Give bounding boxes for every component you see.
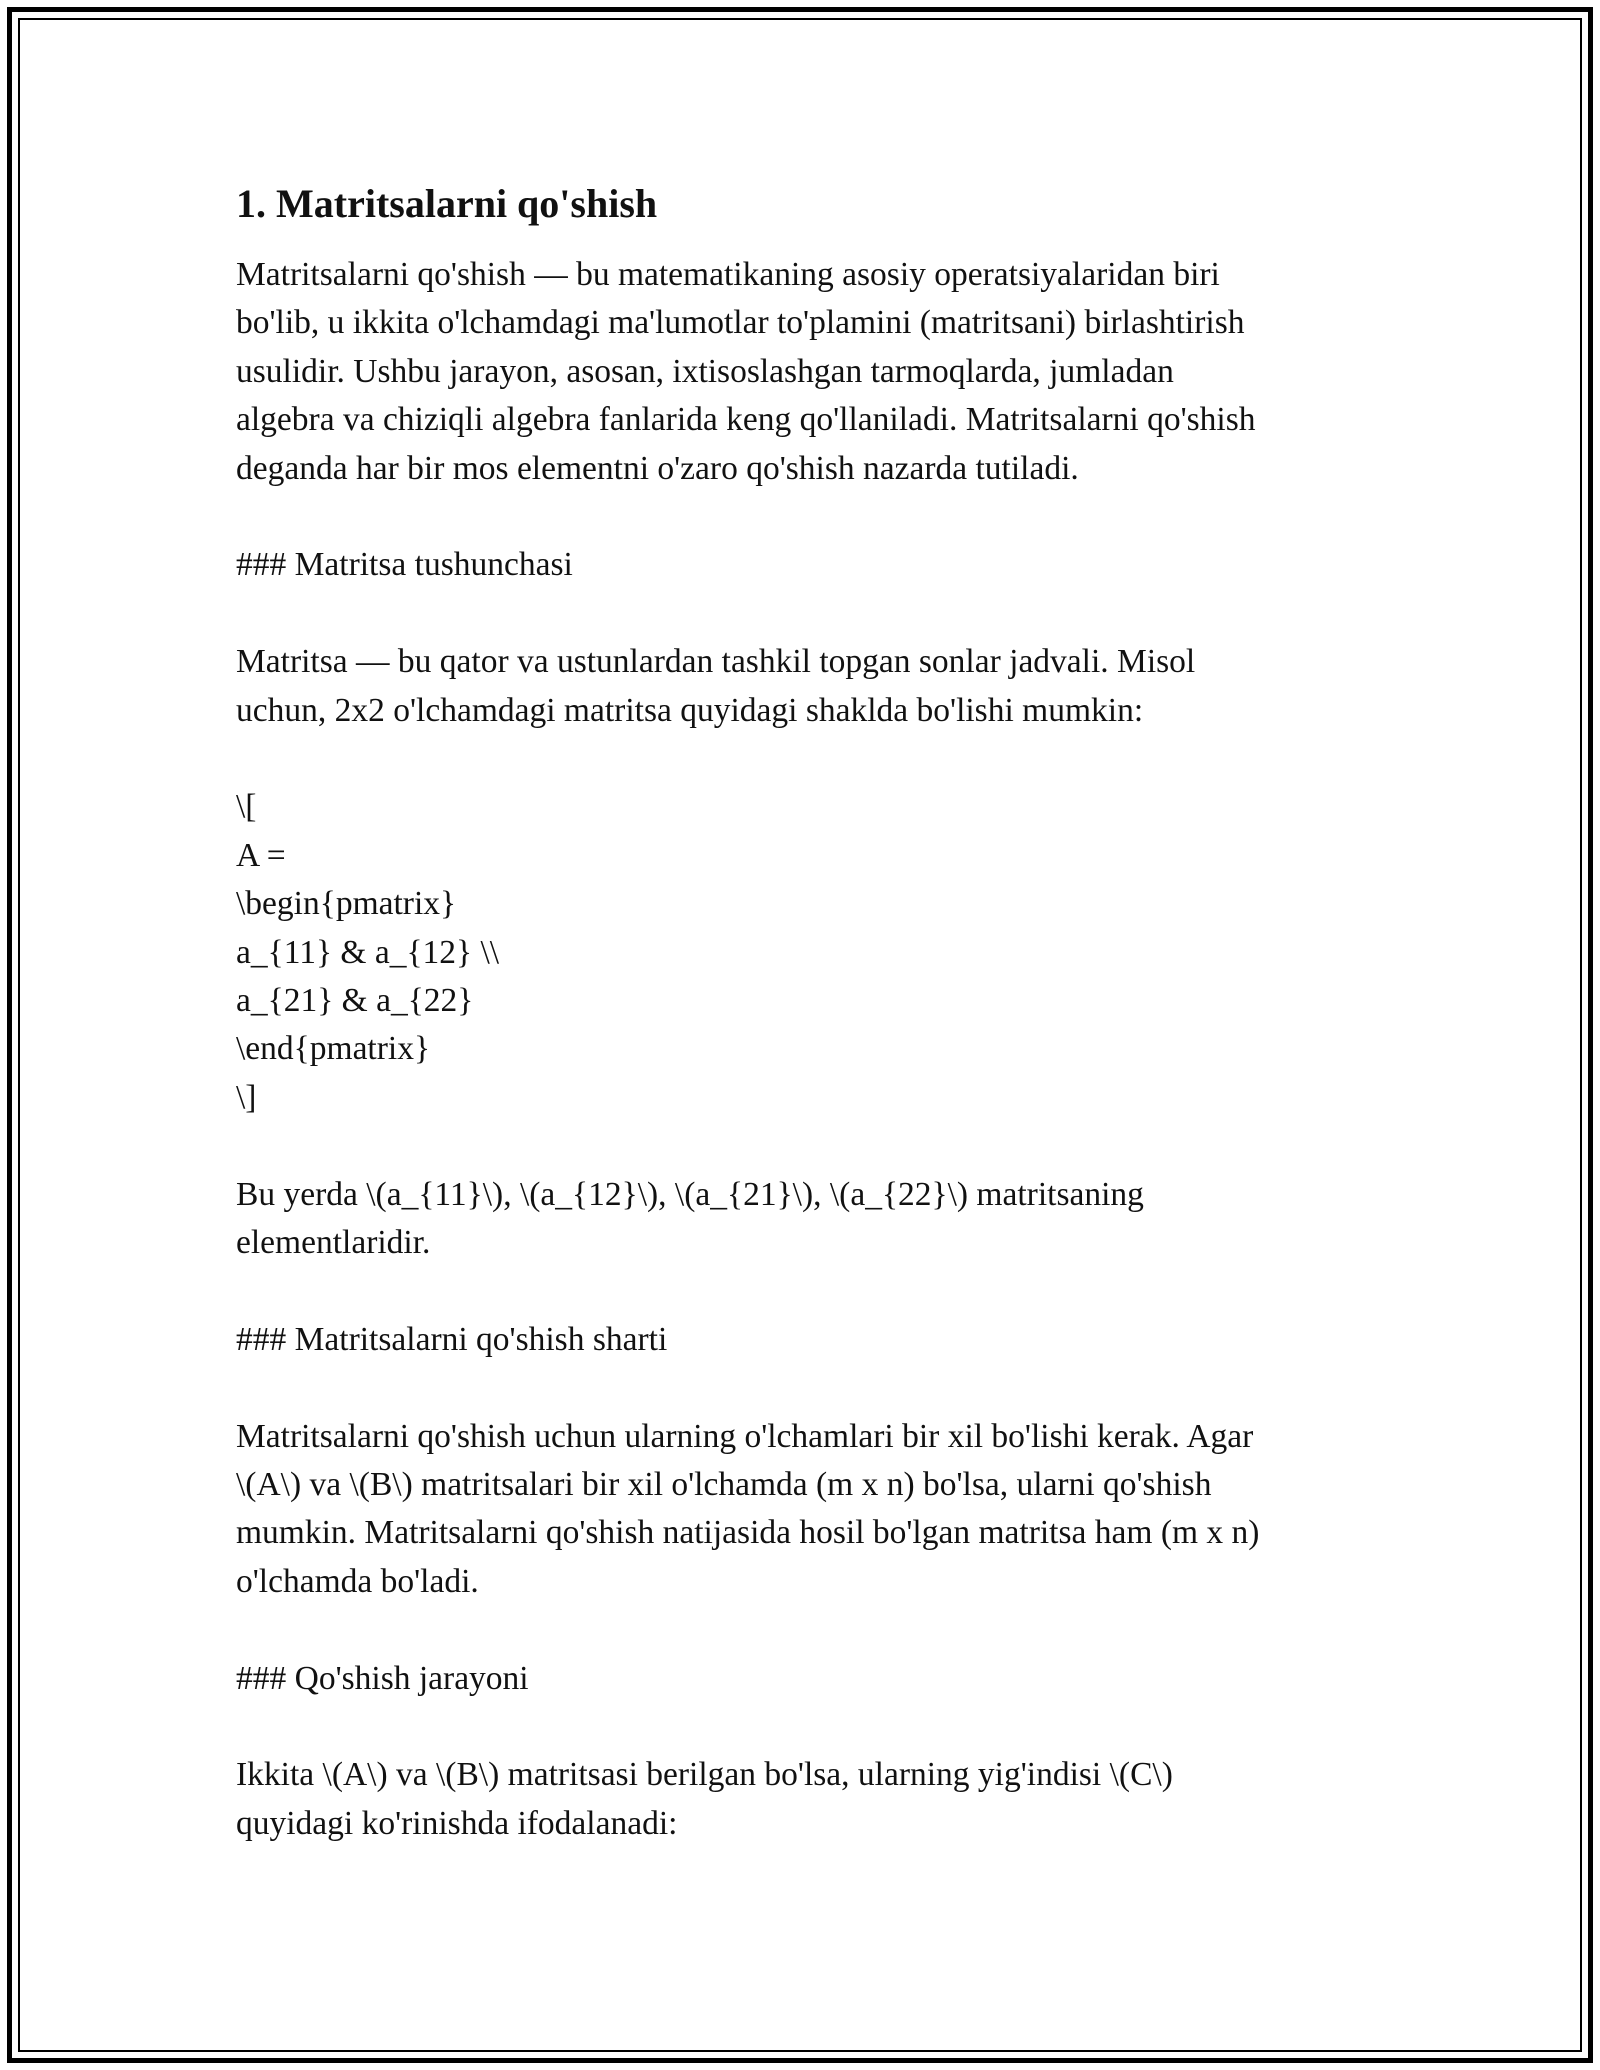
document-body [236, 180, 1366, 1897]
intro-paragraph: Matritsalarni qo'shish — bu matematikaning asosiy operatsiyalaridan biri bo'lib, u ikkita o'lchamdagi ma'lumotlar to'plamini (matritsani) birlashtirish usulidir. Ushbu jarayon, asosan, ixtisoslashgan tarmoqlarda, jumladan algebra va chiziqli algebra fanlarida keng qo'llaniladi. Matritsalarni qo'shish deganda har bir mos elementni o'zaro qo'shish nazarda tutiladi. [236, 256, 1256, 487]
matrix-concept-paragraph: Matritsa — bu qator va ustunlardan tashkil topgan sonlar jadvali. Misol uchun, 2x2 o'lchamdagi matritsa quyidagi shaklda bo'lishi mumkin: [236, 643, 1196, 729]
latex-line: \end{pmatrix} [236, 1030, 431, 1068]
section-heading-addition-process: ### Qo'shish jarayoni [236, 1659, 529, 1697]
section-heading-matrix-concept: ### Matritsa tushunchasi [236, 546, 573, 584]
latex-line: \[ [236, 788, 257, 826]
latex-matrix-block [236, 783, 1366, 1122]
latex-line: \begin{pmatrix} [236, 885, 457, 923]
section-heading-addition-condition: ### Matritsalarni qo'shish sharti [236, 1320, 668, 1358]
document-title: 1. Matritsalarni qo'shish [236, 181, 658, 226]
latex-line: a_{11} & a_{12} \\ [236, 933, 500, 971]
addition-condition-paragraph: Matritsalarni qo'shish uchun ularning o'lchamlari bir xil bo'lishi kerak. Agar \(A\) va \(B\) matritsalari bir xil o'lchamda (m x n) bo'lsa, ularni qo'shish mumkin. Matritsalarni qo'shish natijasida hosil bo'lgan matritsa ham (m x n) o'lchamda bo'ladi. [236, 1417, 1260, 1600]
addition-process-paragraph: Ikkita \(A\) va \(B\) matritsasi berilgan bo'lsa, ularning yig'indisi \(C\) quyidagi ko'rinishda ifodalanadi: [236, 1756, 1173, 1842]
latex-line: a_{21} & a_{22} [236, 982, 474, 1020]
latex-line: A = [236, 836, 286, 874]
matrix-elements-paragraph: Bu yerda \(a_{11}\), \(a_{12}\), \(a_{21}\), \(a_{22}\) matritsaning elementlaridir. [236, 1175, 1144, 1262]
latex-line: \] [236, 1078, 257, 1116]
